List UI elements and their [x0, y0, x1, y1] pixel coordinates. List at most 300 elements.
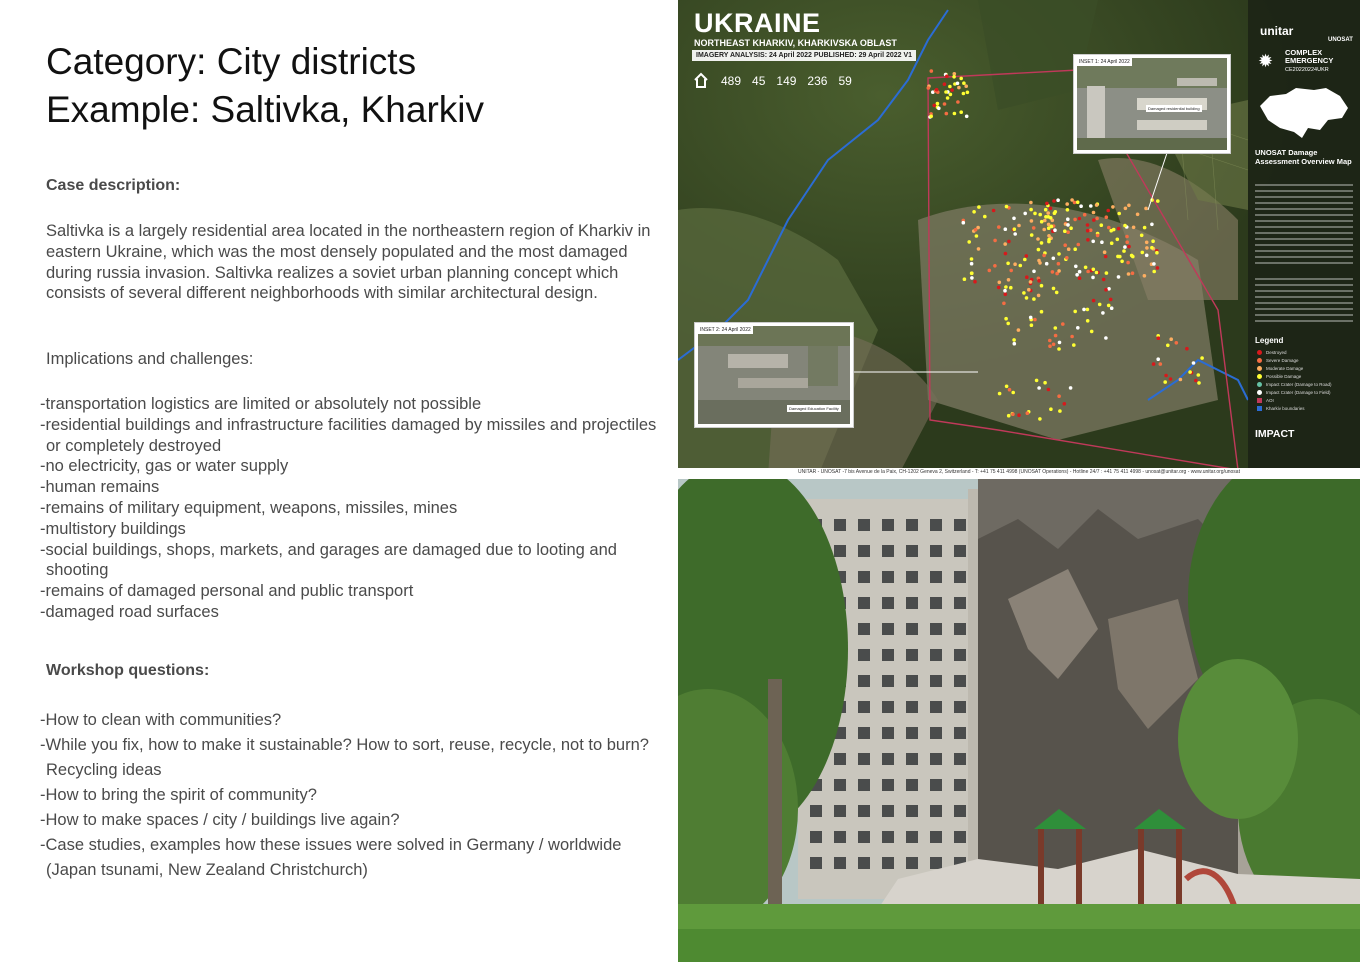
damage-point	[1008, 388, 1012, 392]
window	[882, 805, 894, 817]
damage-point	[1156, 266, 1160, 270]
damage-point	[1004, 317, 1008, 321]
inset-1-label: INSET 1: 24 April 2022	[1079, 59, 1130, 65]
damaged-building-photo	[678, 479, 1360, 962]
damage-point	[1084, 266, 1088, 270]
damage-point	[1011, 412, 1015, 416]
window	[882, 519, 894, 531]
damage-point	[956, 100, 960, 104]
damage-point	[1054, 326, 1058, 330]
window	[954, 571, 966, 583]
damage-point	[1042, 254, 1046, 258]
damage-point	[972, 210, 976, 214]
damage-point	[1025, 254, 1029, 258]
window	[954, 805, 966, 817]
legend-item: Possible Damage	[1257, 374, 1301, 379]
damage-point	[1200, 356, 1204, 360]
window	[858, 571, 870, 583]
damage-point	[1150, 223, 1154, 227]
damage-point	[1079, 204, 1083, 208]
legend-swatch	[1257, 374, 1262, 379]
damage-point	[970, 276, 974, 280]
damage-point	[1037, 386, 1041, 390]
window	[834, 519, 846, 531]
damage-point	[1007, 278, 1011, 282]
damage-point	[1026, 411, 1030, 415]
damage-point	[1074, 265, 1078, 269]
damage-point	[1109, 298, 1113, 302]
damage-point	[1003, 242, 1007, 246]
damage-point	[1035, 379, 1039, 383]
damage-point	[1086, 238, 1090, 242]
damage-point	[1004, 227, 1008, 231]
damage-point	[1076, 326, 1080, 330]
damage-point	[1058, 341, 1062, 345]
damage-point	[1070, 335, 1074, 339]
stat-moderate: 236	[807, 74, 828, 88]
window	[906, 675, 918, 687]
damage-point	[1012, 338, 1016, 342]
damage-point	[1017, 224, 1021, 228]
damage-point	[1013, 227, 1017, 231]
damage-point	[1127, 245, 1131, 249]
damage-point	[997, 225, 1001, 229]
damage-point	[1006, 262, 1010, 266]
window	[930, 649, 942, 661]
legend-item: Moderate Damage	[1257, 366, 1303, 371]
list-item: -How to make spaces / city / buildings live again?	[40, 811, 400, 829]
window	[882, 857, 894, 869]
damage-point	[945, 112, 949, 116]
window	[930, 545, 942, 557]
damage-assessment-map	[678, 0, 1360, 476]
window	[882, 571, 894, 583]
damage-point	[1011, 391, 1015, 395]
window	[834, 805, 846, 817]
damage-point	[1029, 316, 1033, 320]
list-item: -residential buildings and infrastructure facilities damaged by missiles and projectiles or completely destroyed	[40, 415, 657, 455]
window	[930, 805, 942, 817]
stat-possible: 59	[838, 74, 852, 88]
legend-item: Impact Crater (Damage to Field)	[1257, 390, 1331, 395]
damage-point	[998, 281, 1002, 285]
damage-point	[962, 221, 966, 225]
damage-point	[966, 91, 970, 95]
damage-point	[1066, 208, 1070, 212]
damage-point	[1066, 230, 1070, 234]
damage-point	[1057, 262, 1061, 266]
damage-point	[930, 69, 934, 73]
window	[882, 623, 894, 635]
damage-point	[1095, 271, 1099, 275]
damage-point	[949, 93, 953, 97]
damage-point	[1125, 240, 1129, 244]
damage-point	[1156, 357, 1160, 361]
damage-point	[1092, 299, 1096, 303]
window	[906, 805, 918, 817]
damage-point	[1066, 217, 1070, 221]
damage-point	[1117, 212, 1121, 216]
damage-point	[1145, 254, 1149, 258]
damage-point	[1045, 202, 1049, 206]
window	[882, 545, 894, 557]
damage-point	[1152, 362, 1156, 366]
damage-point	[1092, 218, 1096, 222]
list-item: -remains of damaged personal and public transport	[40, 582, 414, 601]
legend-swatch	[1257, 398, 1262, 403]
damage-point	[959, 110, 963, 114]
damage-point	[1040, 284, 1044, 288]
damage-point	[1037, 279, 1041, 283]
damage-point	[1004, 285, 1008, 289]
damage-point	[1098, 303, 1102, 307]
window	[906, 779, 918, 791]
house-icon	[694, 72, 708, 88]
window	[930, 597, 942, 609]
damage-point	[1169, 377, 1173, 381]
damage-point	[1032, 297, 1036, 301]
damage-point	[1036, 237, 1040, 241]
damage-point	[1073, 218, 1077, 222]
damage-point	[1069, 386, 1073, 390]
damage-point	[1104, 336, 1108, 340]
damage-point	[1143, 274, 1147, 278]
damage-point	[1040, 310, 1044, 314]
damage-point	[1166, 344, 1170, 348]
window	[930, 571, 942, 583]
damage-point	[1061, 322, 1065, 326]
damage-point	[1042, 228, 1046, 232]
damage-point	[1116, 255, 1120, 259]
imagery-date: IMAGERY ANALYSIS: 24 April 2022 PUBLISHED: 29 April 2022 V1	[692, 50, 916, 61]
damage-point	[988, 269, 992, 273]
damage-point	[1050, 225, 1054, 229]
damage-point	[1169, 337, 1173, 341]
damage-point	[1112, 228, 1116, 232]
window	[858, 805, 870, 817]
window	[930, 727, 942, 739]
damage-point	[977, 205, 981, 209]
damage-point	[1104, 288, 1108, 292]
window	[858, 519, 870, 531]
damage-point	[1073, 310, 1077, 314]
window	[954, 779, 966, 791]
damage-point	[1156, 199, 1160, 203]
damage-point	[1117, 227, 1121, 231]
damage-point	[1057, 394, 1061, 398]
window	[858, 779, 870, 791]
damage-point	[1054, 334, 1058, 338]
damage-point	[1117, 275, 1121, 279]
page-title	[46, 38, 484, 134]
damage-point	[1092, 211, 1096, 215]
damage-point	[1004, 252, 1008, 256]
damage-point	[1025, 275, 1029, 279]
window	[906, 649, 918, 661]
damage-point	[1067, 247, 1071, 251]
damage-point	[1052, 343, 1056, 347]
damage-point	[962, 92, 966, 96]
damage-point	[935, 88, 939, 92]
damage-point	[1194, 379, 1198, 383]
window	[930, 701, 942, 713]
damage-point	[1179, 378, 1183, 382]
damage-point	[974, 228, 978, 232]
damage-point	[937, 107, 941, 111]
damage-point	[956, 82, 960, 86]
window	[882, 831, 894, 843]
list-item: -While you fix, how to make it sustainable? How to sort, reuse, recycle, not to burn? Recycling ideas	[40, 736, 649, 779]
damage-point	[1040, 220, 1044, 224]
damage-point	[993, 264, 997, 268]
damage-point	[965, 115, 969, 119]
implications-heading: Implications and challenges:	[46, 350, 254, 368]
legend-item: Severe Damage	[1257, 358, 1299, 363]
case-heading: Case description:	[46, 177, 181, 194]
damage-point	[1111, 205, 1115, 209]
damage-point	[1065, 256, 1069, 260]
damage-point	[1157, 336, 1161, 340]
legend-swatch	[1257, 366, 1262, 371]
damage-point	[1188, 370, 1192, 374]
damage-point	[1058, 409, 1062, 413]
damage-point	[964, 84, 968, 88]
damage-point	[946, 96, 950, 100]
window	[882, 727, 894, 739]
window	[906, 701, 918, 713]
workshop-questions-list	[40, 708, 660, 883]
damage-point	[1002, 302, 1006, 306]
damage-point	[1131, 271, 1135, 275]
window	[834, 779, 846, 791]
list-item: -How to bring the spirit of community?	[40, 786, 317, 804]
damage-point	[1144, 207, 1148, 211]
damage-point	[1141, 251, 1145, 255]
damage-point	[1033, 212, 1037, 216]
damage-point	[1007, 414, 1011, 418]
damage-point	[1033, 318, 1037, 322]
damage-point	[1013, 232, 1017, 236]
damage-point	[977, 247, 981, 251]
damage-point	[1013, 342, 1017, 346]
emergency-icon: ✹	[1258, 51, 1274, 71]
window	[930, 623, 942, 635]
window	[954, 701, 966, 713]
damage-point	[1103, 250, 1107, 254]
damage-point	[1052, 199, 1056, 203]
window	[882, 753, 894, 765]
damage-point	[1100, 223, 1104, 227]
damage-point	[1127, 272, 1131, 276]
window	[858, 623, 870, 635]
window	[858, 649, 870, 661]
damage-point	[1038, 261, 1042, 265]
window	[858, 857, 870, 869]
damage-point	[1073, 247, 1077, 251]
legend-swatch	[1257, 358, 1262, 363]
window	[954, 831, 966, 843]
damage-point	[1065, 202, 1069, 206]
damage-point	[1197, 373, 1201, 377]
damage-point	[929, 115, 933, 119]
damage-point	[975, 234, 979, 238]
map-side-panel	[1248, 0, 1360, 468]
damage-point	[1029, 201, 1033, 205]
legend-item: Kharkiv boundaries	[1257, 406, 1305, 411]
map-footer: UNITAR - UNOSAT -7 bis Avenue de la Paix, CH-1202 Geneva 2, Switzerland - T: +41 75 411 4998 (UNOSAT Operations) - Hotline 24/7 : +41 75 411 4998 - unosat@unitar.org - www.unitar.org/unosat	[678, 468, 1360, 476]
damage-point	[1076, 200, 1080, 204]
damage-point	[1070, 198, 1074, 202]
damage-point	[1086, 319, 1090, 323]
legend-swatch	[1257, 382, 1262, 387]
damage-point	[1101, 311, 1105, 315]
damage-point	[1105, 215, 1109, 219]
damage-point	[1047, 388, 1051, 392]
window	[882, 779, 894, 791]
window	[954, 675, 966, 687]
window	[834, 753, 846, 765]
damage-point	[1150, 246, 1154, 250]
window	[858, 675, 870, 687]
window	[906, 831, 918, 843]
map-title: UKRAINE	[694, 8, 821, 38]
damage-point	[1086, 270, 1090, 274]
damage-point	[983, 215, 987, 219]
list-item: -no electricity, gas or water supply	[40, 457, 289, 476]
map-subtitle: NORTHEAST KHARKIV, KHARKIVSKA OBLAST	[694, 38, 897, 48]
window	[834, 857, 846, 869]
inset-1-image	[1077, 58, 1227, 150]
damage-point	[1025, 296, 1029, 300]
damage-point	[1086, 308, 1090, 312]
damage-point	[927, 86, 931, 90]
damage-stats	[694, 72, 852, 88]
damage-point	[1145, 241, 1149, 245]
damage-point	[1049, 407, 1053, 411]
window	[810, 831, 822, 843]
damage-point	[1082, 308, 1086, 312]
window	[954, 753, 966, 765]
damage-point	[1127, 204, 1131, 208]
damage-point	[1037, 294, 1041, 298]
list-item: -remains of military equipment, weapons, missiles, mines	[40, 498, 458, 517]
damage-point	[952, 75, 956, 79]
list-item: -human remains	[40, 478, 160, 497]
window	[858, 753, 870, 765]
damage-point	[1053, 228, 1057, 232]
window	[954, 545, 966, 557]
damage-point	[1066, 223, 1070, 227]
damage-point	[1037, 248, 1041, 252]
window	[858, 831, 870, 843]
damage-point	[1197, 381, 1201, 385]
damage-point	[1125, 235, 1129, 239]
window	[882, 649, 894, 661]
damage-point	[953, 112, 957, 116]
damage-point	[1152, 270, 1156, 274]
window	[906, 545, 918, 557]
damage-point	[944, 90, 948, 94]
damage-point	[1110, 306, 1114, 310]
window	[906, 597, 918, 609]
damage-point	[993, 239, 997, 243]
window	[858, 727, 870, 739]
damage-point	[1027, 288, 1031, 292]
damage-point	[963, 277, 967, 281]
stat-destroyed: 45	[752, 74, 766, 88]
photo-graphic	[678, 479, 1360, 962]
window	[930, 779, 942, 791]
damage-point	[1051, 270, 1055, 274]
inset-2	[694, 322, 854, 428]
damage-point	[1063, 229, 1067, 233]
damage-point	[948, 85, 952, 89]
damage-point	[1132, 226, 1136, 230]
legend-swatch	[1257, 406, 1262, 411]
damage-point	[970, 271, 974, 275]
damage-point	[1047, 234, 1051, 238]
legend-swatch	[1257, 350, 1262, 355]
damage-point	[1090, 330, 1094, 334]
legend-title: Legend	[1255, 336, 1284, 345]
damage-point	[1145, 246, 1149, 250]
damage-point	[1192, 361, 1196, 365]
workshop-heading: Workshop questions:	[46, 662, 210, 679]
window	[930, 675, 942, 687]
damage-point	[997, 286, 1001, 290]
damage-point	[1102, 278, 1106, 282]
damage-point	[962, 81, 966, 85]
damage-point	[1130, 254, 1134, 258]
damage-point	[959, 77, 963, 81]
damage-point	[1086, 229, 1090, 233]
damage-point	[1019, 264, 1023, 268]
damage-point	[1009, 269, 1013, 273]
damage-point	[1143, 226, 1147, 230]
unitar-logo: unitar	[1260, 24, 1294, 38]
damage-point	[1005, 385, 1009, 389]
damage-point	[1005, 205, 1009, 209]
damage-point	[1078, 217, 1082, 221]
inset-1-tag: Damaged residential building	[1148, 106, 1200, 111]
damage-point	[1057, 269, 1061, 273]
damage-point	[1032, 270, 1036, 274]
list-item: -multistory buildings	[40, 519, 186, 538]
damage-point	[1105, 271, 1109, 275]
damage-point	[1078, 270, 1082, 274]
list-item: -social buildings, shops, markets, and garages are damaged due to looting and shooting	[40, 540, 617, 580]
damage-point	[1040, 241, 1044, 245]
damage-point	[1078, 276, 1082, 280]
damage-point	[1029, 208, 1033, 212]
damage-point	[1004, 293, 1008, 297]
window	[858, 545, 870, 557]
category-title: Category: City districts	[46, 41, 417, 82]
damage-point	[1048, 344, 1052, 348]
legend-item: Impact Crater (Damage to Road)	[1257, 382, 1332, 387]
damage-point	[1055, 291, 1059, 295]
damage-point	[1007, 240, 1011, 244]
window	[858, 701, 870, 713]
damage-point	[1009, 286, 1013, 290]
list-item: -How to clean with communities?	[40, 711, 282, 729]
damage-point	[943, 82, 947, 86]
damage-point	[1063, 243, 1067, 247]
damage-point	[967, 240, 971, 244]
damage-point	[1003, 289, 1007, 293]
inset-1	[1073, 54, 1231, 154]
damage-point	[970, 262, 974, 266]
